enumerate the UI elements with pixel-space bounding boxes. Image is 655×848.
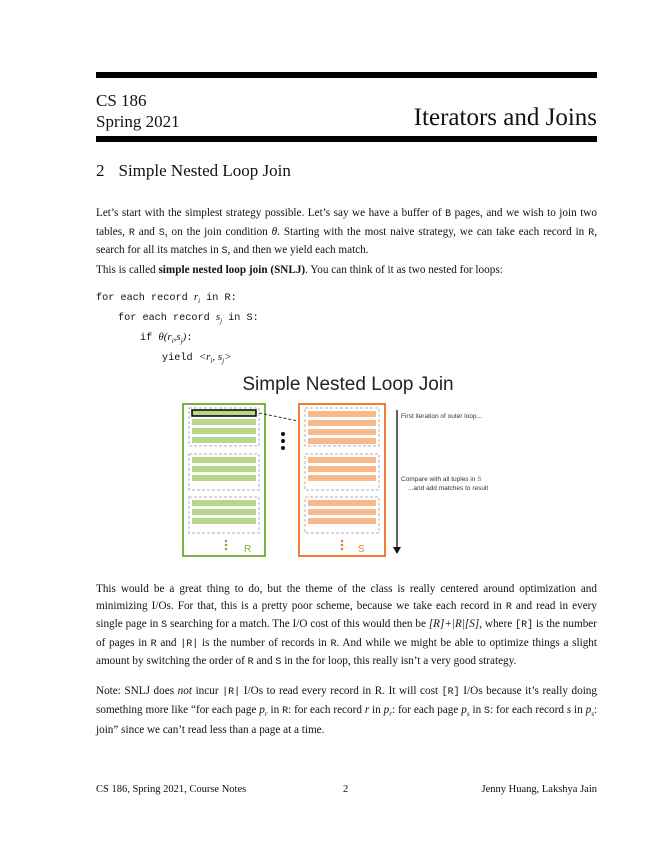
section-title: Simple Nested Loop Join [118,161,291,180]
footer-authors: Jenny Huang, Lakshya Jain [481,784,597,795]
note-compare: Compare with all tuples in S [401,476,482,483]
r-ellipsis-icon [225,540,228,551]
section-heading [96,161,291,181]
code-line-1: for each record $r_i$ in R: [96,291,237,306]
r-page-1 [189,408,259,446]
code-line-3: if $\theta(r_i,s_j)$: [140,331,193,346]
s-page-1 [305,408,379,446]
note-paragraph: Note: SNLJ does not incur |R| I/Os to read every record in R. It will cost [R] I/Os because it’s really doing something more like “for each page $p_r$ in R: for each record r in $p_r$: for each page $p_s$ in S: for each record s in $p_s$: join” since we can’t read less than a page at a time. [96,685,598,737]
r-first-record [192,410,256,416]
r-page-3 [189,497,259,533]
s-page-2 [305,454,379,490]
course-term: Spring 2021 [96,112,180,131]
cost-paragraph: This would be a great thing to do, but the theme of the class is really centered around optimization and minimizing I/Os. For that, this is a pretty poor scheme, because we take each record in R and read in every single page in S searching for a match. The I/O cost of this would then be [R]+|R|[S], where [R] is the number of pages in R and |R| is the number of records in R. And while we might be able to optimize things a slight amount by switching the order of R and S in the for loop, this really isn’t a very good strategy. [96,583,597,668]
footer-course: CS 186, Spring 2021, Course Notes [96,784,247,795]
s-ellipsis-icon [341,540,344,551]
io-cost-formula: [R]+|R|[S] [428,618,480,630]
s-page-3 [305,497,379,533]
snlj-figure [170,368,530,564]
r-page-2 [189,454,259,490]
vertical-ellipsis-icon [281,432,285,450]
code-line-4: yield $<r_i$, $s_j>$ [162,351,232,366]
code-line-2: for each record $s_j$ in S: [118,311,259,326]
intro-paragraph: Let’s start with the simplest strategy possible. Let’s say we have a buffer of B pages, and we wish to join two tables, R and S, on the join condition θ. Starting with the most naive strategy, we can take each record in R, search for all its matches in S, and then we yield each match. [96,207,597,257]
note-add-matches: ...and add matches to result [408,485,489,492]
snlj-definition-paragraph: This is called simple nested loop join (SNLJ). You can think of it as two nested for loops: [96,264,503,276]
note-first-iteration: First iteration of outer loop... [401,413,482,420]
label-r: R [244,544,252,555]
document-title: Iterators and Joins [413,104,597,131]
down-arrow-icon [393,547,401,554]
course-info [96,90,180,132]
figure-title: Simple Nested Loop Join [242,374,454,395]
label-s: S [358,544,365,555]
header-top-rule [96,72,597,78]
snlj-term: simple nested loop join (SNLJ) [158,264,306,276]
section-number: 2 [96,161,105,180]
course-code: CS 186 [96,91,147,110]
header-bottom-rule [96,136,597,142]
footer-page-number: 2 [343,784,349,795]
pseudocode-block [96,289,259,369]
